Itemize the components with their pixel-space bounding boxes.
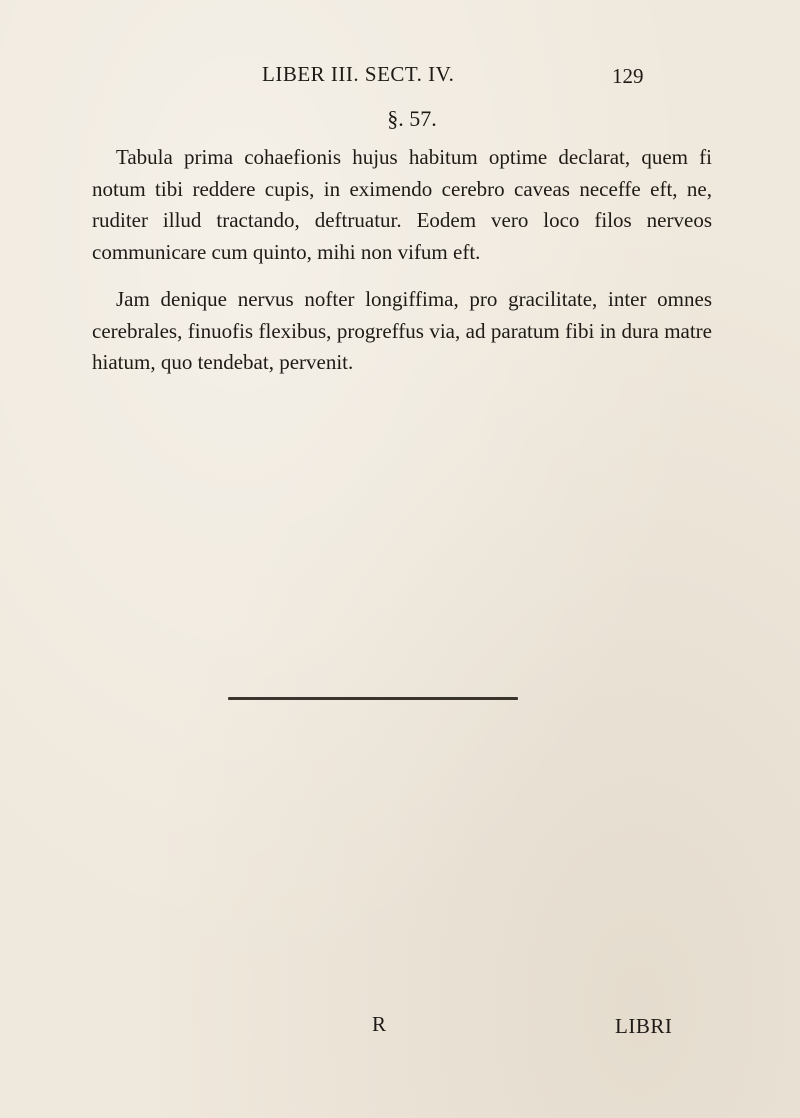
- signature-mark: R: [372, 1012, 387, 1036]
- paragraph-1: Tabula prima cohaefionis hujus habitum optime declarat, quem fi notum tibi reddere cupis, in eximendo cerebro caveas neceffe eft, ne, ruditer illud tractando, deftruatur. Eodem vero loco filos nerveos communicare cum quinto, mihi non vifum eft.: [92, 145, 712, 264]
- catchword: LIBRI: [615, 1014, 673, 1038]
- section-divider-rule: [228, 697, 518, 700]
- section-number: §. 57.: [387, 106, 437, 131]
- page-header: [0, 62, 800, 92]
- paragraph-2: Jam denique nervus nofter longiffima, pro gracilitate, inter omnes cerebrales, finuofis flexibus, progreffus via, ad paratum fibi in dura matre hiatum, quo tendebat, pervenit.: [92, 287, 712, 374]
- body-text: [92, 142, 712, 379]
- page-number: 129: [612, 64, 644, 88]
- running-head: LIBER III. SECT. IV.: [262, 62, 455, 86]
